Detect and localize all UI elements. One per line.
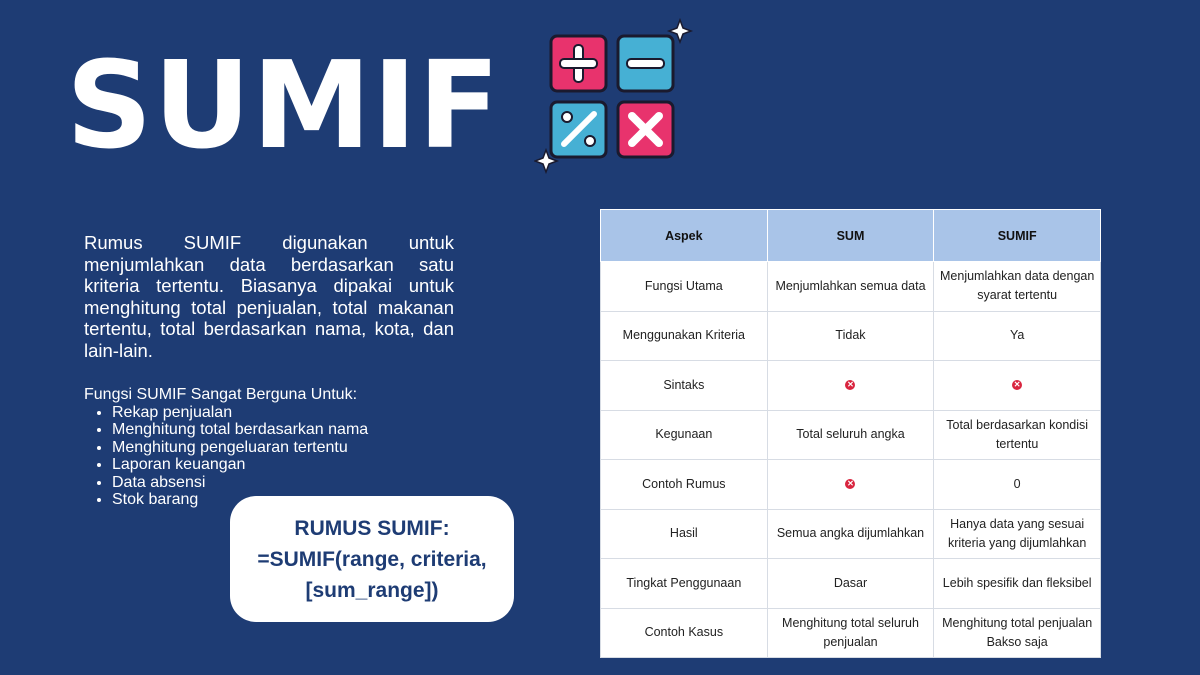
table-row: [601, 608, 1101, 658]
table-row: [601, 262, 1101, 312]
table-cell: Contoh Rumus: [601, 460, 768, 510]
table-row: [601, 311, 1101, 361]
table-cell: [767, 361, 934, 411]
table-cell: Tidak: [767, 311, 934, 361]
error-circle-icon: ✕: [1013, 380, 1021, 390]
formula-line-1: =SUMIF(range, criteria,: [257, 547, 487, 571]
uses-list: [84, 404, 414, 509]
table-cell: Hanya data yang sesuai kriteria yang dijumlahkan: [934, 509, 1101, 559]
table-cell: Contoh Kasus: [601, 608, 768, 658]
table-cell: [767, 460, 934, 510]
list-item: • Menghitung pengeluaran tertentu: [112, 439, 414, 457]
table-cell: Semua angka dijumlahkan: [767, 509, 934, 559]
table-cell: [934, 361, 1101, 411]
table-cell: Kegunaan: [601, 410, 768, 460]
comparison-table: [600, 209, 1101, 658]
list-item: • Data absensi: [112, 474, 414, 492]
formula-card: [230, 496, 514, 622]
error-circle-icon: ✕: [847, 380, 854, 390]
table-row: [601, 460, 1101, 510]
table-header-row: [601, 210, 1101, 262]
table-cell: Total berdasarkan kondisi tertentu: [934, 410, 1101, 460]
list-item: • Menghitung total berdasarkan nama: [112, 421, 414, 439]
table-cell: Menggunakan Kriteria: [601, 311, 768, 361]
column-header-sumif: SUMIF: [934, 210, 1101, 262]
intro-paragraph: Rumus SUMIF digunakan untuk menjumlahkan data berdasarkan satu kriteria tertentu. Biasanya dipakai untuk menghitung total penjualan, total makanan tertentu, total berdasarkan nama, kota, dan lain-lain.: [84, 232, 454, 361]
table-cell: Total seluruh angka: [767, 410, 934, 460]
table-row: [601, 361, 1101, 411]
table-cell: Ya: [934, 311, 1101, 361]
formula-label: RUMUS SUMIF:: [294, 516, 450, 540]
table-cell: Menghitung total seluruh penjualan: [767, 608, 934, 658]
table-cell: Hasil: [601, 509, 768, 559]
table-cell: Sintaks: [601, 361, 768, 411]
column-header-sum: SUM: [767, 210, 934, 262]
table-cell: Dasar: [767, 559, 934, 609]
page-title: SUMIF: [66, 37, 501, 176]
error-circle-icon: ✕: [847, 479, 854, 489]
uses-section: [84, 386, 414, 509]
list-item: • Laporan keuangan: [112, 456, 414, 474]
list-item: • Stok barang: [112, 491, 414, 509]
math-operators-icon: [534, 18, 694, 178]
table-cell: Tingkat Penggunaan: [601, 559, 768, 609]
formula-line-2: [sum_range]): [305, 578, 439, 602]
table-row: [601, 509, 1101, 559]
table-row: [601, 559, 1101, 609]
column-header-aspek: Aspek: [601, 210, 768, 262]
uses-heading: Fungsi SUMIF Sangat Berguna Untuk:: [84, 386, 358, 403]
list-item: • Rekap penjualan: [112, 404, 414, 422]
table-cell: Menjumlahkan semua data: [767, 262, 934, 312]
table-cell: 0: [934, 460, 1101, 510]
table-cell: Fungsi Utama: [601, 262, 768, 312]
table-cell: Menjumlahkan data dengan syarat tertentu: [934, 262, 1101, 312]
table-cell: Lebih spesifik dan fleksibel: [934, 559, 1101, 609]
table-cell: Menghitung total penjualan Bakso saja: [934, 608, 1101, 658]
table-row: [601, 410, 1101, 460]
